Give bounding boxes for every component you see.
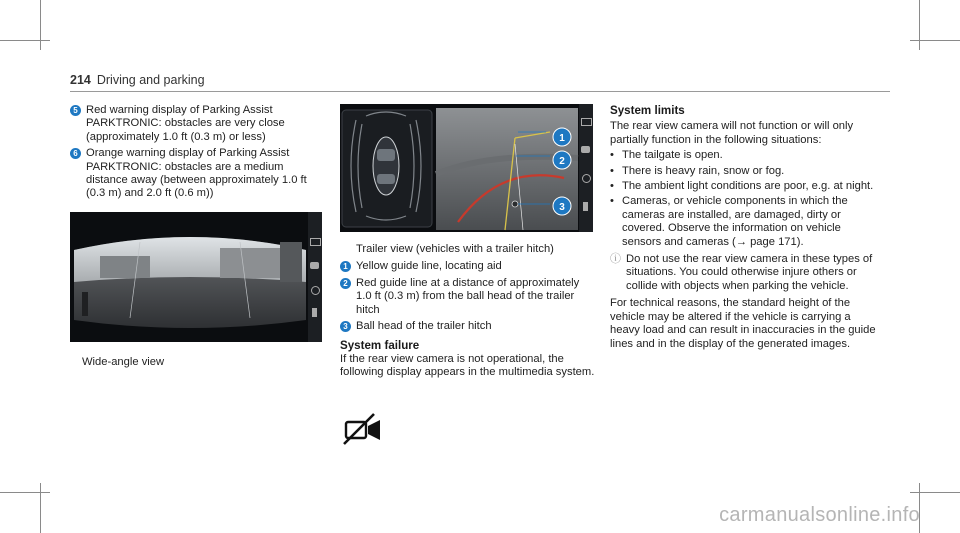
- note-text: Do not use the rear view camera in these types of situations. You could otherwise injure others or collide with objects when parking the vehicle.: [626, 253, 873, 292]
- legend-item: [70, 104, 320, 144]
- crop-mark: [910, 492, 960, 493]
- legend-item: [340, 320, 596, 333]
- callout-3: [553, 197, 571, 215]
- system-limits-intro: The rear view camera will not function or will only partially function in the following situations:: [610, 120, 854, 146]
- crop-mark: [919, 0, 920, 50]
- page-header: [70, 73, 205, 87]
- page-number: 214: [70, 73, 91, 87]
- list-item: • The tailgate is open.: [610, 149, 882, 162]
- system-limits-heading: System limits: [610, 104, 685, 117]
- list-item: • The ambient light conditions are poor, e.g. at night.: [610, 180, 882, 193]
- trailer-icon[interactable]: [312, 308, 317, 317]
- crop-mark: [40, 0, 41, 50]
- legend-text: Red guide line at a distance of approximately 1.0 ft (0.3 m) from the ball head of the trailer hitch: [356, 276, 580, 316]
- header-divider: [70, 91, 890, 92]
- legend-item: [70, 147, 320, 201]
- callout-1: [553, 128, 571, 146]
- closing-paragraph: For technical reasons, the standard height of the vehicle may be altered if the vehicle is carrying a heavy load and can result in inaccuracies in the guide lines and in the display of the generated images.: [610, 297, 876, 350]
- trailer-icon[interactable]: [583, 202, 588, 211]
- wide-angle-scene: [70, 212, 322, 342]
- callout-1-label: 1: [559, 133, 565, 144]
- legend-item: [340, 277, 596, 317]
- list-item: • There is heavy rain, snow or fog.: [610, 165, 882, 178]
- side-controls: [579, 104, 593, 232]
- callout-3-label: 3: [559, 202, 565, 213]
- trailer-view-caption: Trailer view (vehicles with a trailer hitch): [356, 243, 554, 255]
- list-item: • Cameras, or vehicle components in which the cameras are installed, are damaged, dirty or covered. Observe the information on vehicle sensors and cameras (→ page 171).: [610, 195, 882, 249]
- settings-icon[interactable]: [311, 286, 320, 295]
- legend-text: Yellow guide line, locating aid: [356, 260, 502, 273]
- settings-icon[interactable]: [582, 174, 591, 183]
- callout-number: 2: [340, 278, 351, 289]
- legend-item: [340, 260, 596, 273]
- camera-icon[interactable]: [581, 146, 590, 153]
- wide-angle-caption: Wide-angle view: [82, 356, 165, 368]
- trailer-view-image: [340, 104, 593, 232]
- crop-mark: [0, 492, 50, 493]
- crop-mark: [910, 40, 960, 41]
- callout-number: 6: [70, 148, 81, 159]
- limits-list: [610, 149, 882, 249]
- parking-icon[interactable]: [310, 238, 321, 246]
- system-failure-heading: System failure: [340, 339, 420, 353]
- callout-number: 1: [340, 261, 351, 272]
- wide-angle-view-image: [70, 212, 322, 342]
- callout-2-label: 2: [559, 156, 565, 167]
- info-note: [610, 253, 882, 293]
- legend-text: Ball head of the trailer hitch: [356, 320, 492, 333]
- system-failure-text: If the rear view camera is not operational, the following display appears in the multimedia system.: [340, 352, 595, 379]
- section-title: Driving and parking: [96, 73, 205, 87]
- callout-2: [553, 151, 571, 169]
- callout-number: 3: [340, 321, 351, 332]
- left-column: [70, 104, 320, 204]
- crop-mark: [40, 483, 41, 533]
- info-icon: ⓘ: [610, 253, 621, 266]
- side-controls: [308, 212, 322, 342]
- watermark: carmanualsonline.info: [719, 504, 920, 526]
- legend-text: Red warning display of Parking Assist PARKTRONIC: obstacles are very close (approximately 1.0 ft (0.3 m) or less): [86, 104, 285, 143]
- camera-off-icon: [340, 412, 388, 448]
- callout-number: 5: [70, 105, 81, 116]
- parking-icon[interactable]: [581, 118, 592, 126]
- trailer-view-scene: [340, 104, 593, 232]
- camera-icon[interactable]: [310, 262, 319, 269]
- crop-mark: [0, 40, 50, 41]
- right-column: [610, 104, 882, 351]
- middle-column: [340, 243, 596, 380]
- legend-text: Orange warning display of Parking Assist PARKTRONIC: obstacles are a medium distance away (between approximately 1.0 ft (0.3 m) and 2.0 ft (0.6 m)): [86, 147, 307, 200]
